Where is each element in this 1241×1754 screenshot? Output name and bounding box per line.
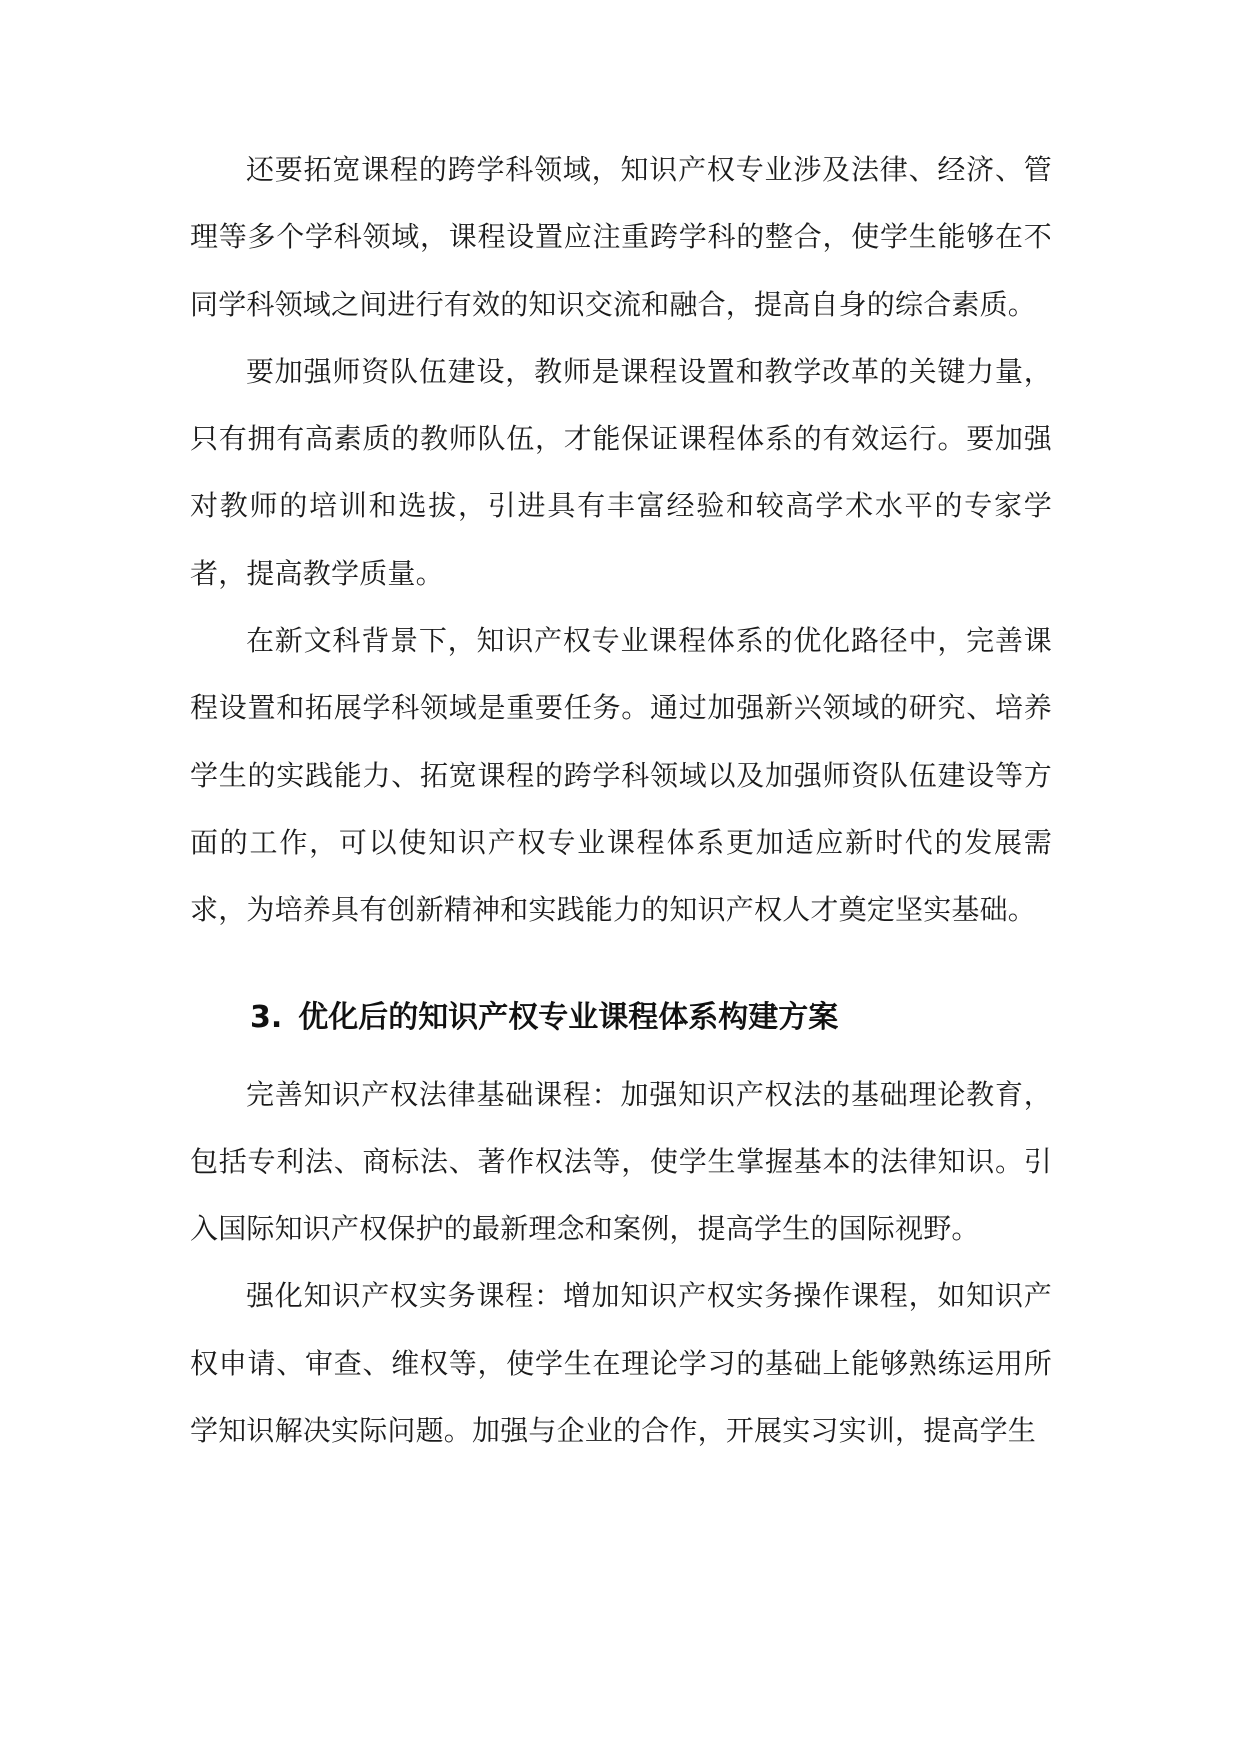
document-body: [190, 136, 1052, 1464]
section-title: 优化后的知识产权专业课程体系构建方案: [298, 999, 839, 1035]
paragraph-legal-foundation: 完善知识产权法律基础课程：加强知识产权法的基础理论教育，包括专利法、商标法、著作权法等，使学生掌握基本的法律知识。引入国际知识产权保护的最新理念和案例，提高学生的国际视野。: [190, 1077, 1052, 1246]
paragraph-faculty: 要加强师资队伍建设，教师是课程设置和教学改革的关键力量，只有拥有高素质的教师队伍，才能保证课程体系的有效运行。要加强对教师的培训和选拔，引进具有丰富经验和较高学术水平的专家学者，提高教学质量。: [190, 354, 1052, 590]
paragraph-interdisciplinary: 还要拓宽课程的跨学科领域，知识产权专业涉及法律、经济、管理等多个学科领域，课程设置应注重跨学科的整合，使学生能够在不同学科领域之间进行有效的知识交流和融合，提高自身的综合素质。: [190, 153, 1052, 321]
section-number: 3.: [250, 999, 283, 1035]
paragraph-summary: 在新文科背景下，知识产权专业课程体系的优化路径中，完善课程设置和拓展学科领域是重要任务。通过加强新兴领域的研究、培养学生的实践能力、拓宽课程的跨学科领域以及加强师资队伍建设等方面的工作，可以使知识产权专业课程体系更加适应新时代的发展需求，为培养具有创新精神和实践能力的知识产权人才奠定坚实基础。: [190, 624, 1052, 927]
section-heading: [190, 984, 1052, 1051]
paragraph-practice-courses: 强化知识产权实务课程：增加知识产权实务操作课程，如知识产权申请、审查、维权等，使学生在理论学习的基础上能够熟练运用所学知识解决实际问题。加强与企业的合作，开展实习实训，提高学生: [190, 1279, 1052, 1448]
